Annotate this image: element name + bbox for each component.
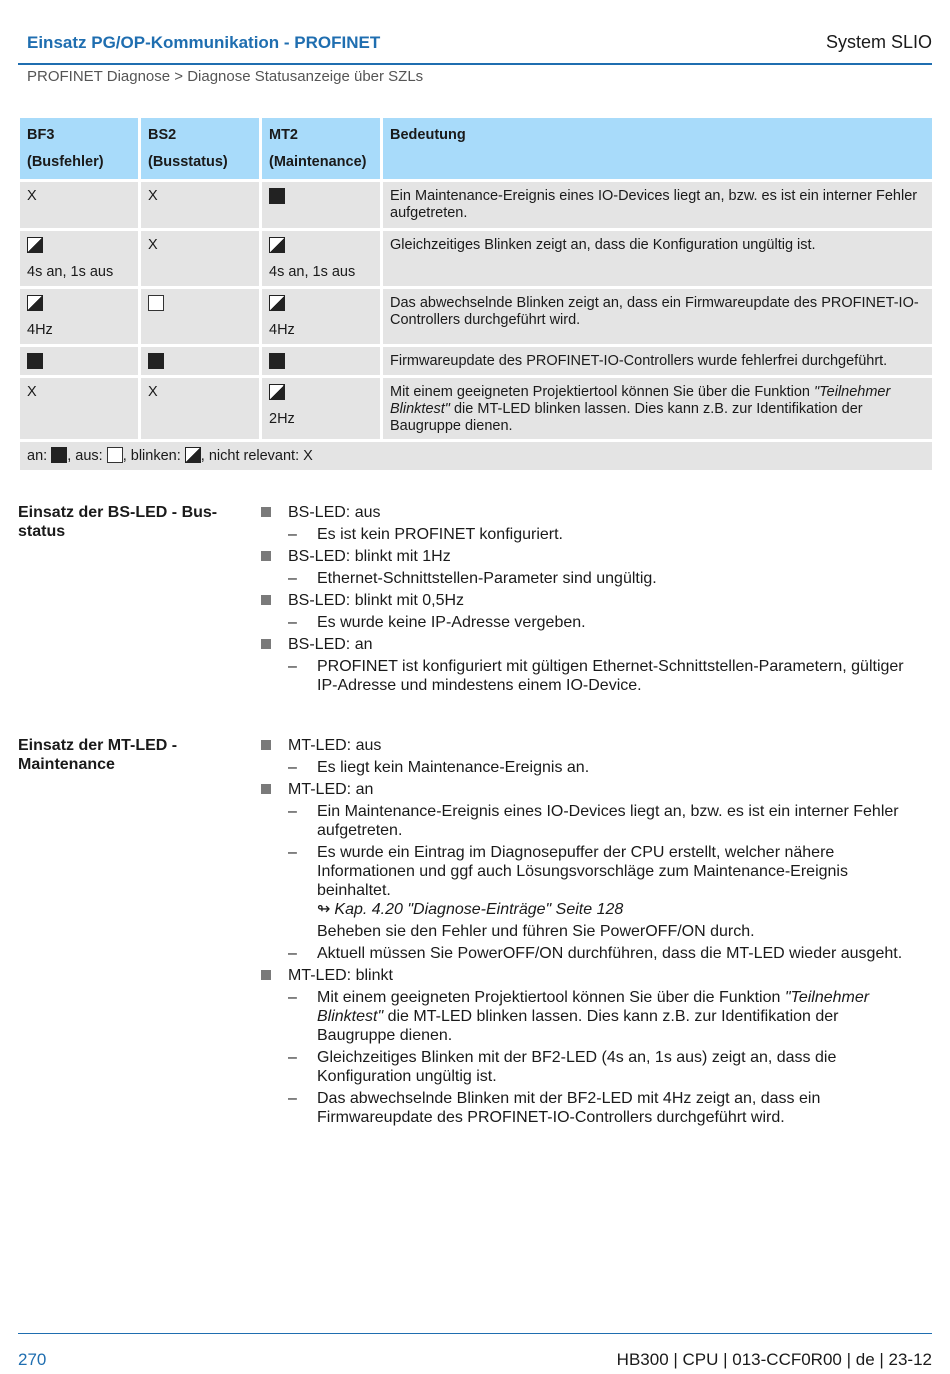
led-cell [141, 231, 259, 286]
led-state: X [148, 188, 158, 204]
led-blink-icon [185, 447, 201, 463]
blink-timing: 4s an, 1s aus [269, 264, 356, 280]
meaning-cell: Gleichzeitiges Blinken zeigt an, dass die Konfiguration ungültig ist. [383, 231, 932, 286]
led-cell [20, 182, 138, 228]
led-cell [262, 231, 380, 286]
led-cell [141, 289, 259, 344]
section-body [261, 503, 921, 698]
led-cell [20, 347, 138, 375]
led-off-icon [107, 447, 123, 463]
blink-timing: 4Hz [269, 322, 295, 338]
meaning-cell: Das abwechselnde Blinken zeigt an, dass ein Firmwareupdate des PROFINET-IO-Controllers durchgeführt wird. [383, 289, 932, 344]
table-row [20, 378, 932, 439]
reference-arrow-icon: ↬ [317, 901, 331, 918]
meaning-cell: Ein Maintenance-Ereignis eines IO-Devices liegt an, bzw. es ist ein interner Fehler aufgetreten. [383, 182, 932, 228]
section-heading: Einsatz der MT-LED - Maintenance [18, 737, 178, 773]
sub-list-item: – Ethernet-Schnittstellen-Parameter sind ungültig. [288, 570, 657, 587]
led-cell [262, 378, 380, 439]
list-item: BS-LED: aus [261, 503, 921, 522]
chapter-title: Einsatz PG/OP-Kommunikation - PROFINET [27, 33, 381, 52]
table-row [20, 231, 932, 286]
led-blink-icon [269, 237, 285, 253]
list-item: MT-LED: an [261, 780, 921, 799]
header-bf3: BF3 (Busfehler) [20, 118, 138, 179]
list-item: BS-LED: an [261, 635, 921, 654]
legend: an: , aus: , blinken: , nicht relevant: X [20, 442, 932, 470]
bullet-square-icon [261, 507, 271, 517]
list-item: MT-LED: blinkt [261, 966, 921, 985]
bullet-square-icon [261, 595, 271, 605]
led-blink-icon [269, 384, 285, 400]
bullet-square-icon [261, 551, 271, 561]
led-blink-icon [27, 237, 43, 253]
footer-divider [18, 1333, 932, 1334]
led-cell [262, 289, 380, 344]
led-state: X [27, 188, 37, 204]
led-cell [141, 378, 259, 439]
led-off-icon [148, 295, 164, 311]
bullet-square-icon [261, 740, 271, 750]
section-heading: Einsatz der BS-LED - Bus- status [18, 504, 218, 540]
sub-list-item: – Ein Maintenance-Ereignis eines IO-Devices liegt an, bzw. es ist ein interner Fehler aufgetreten. [288, 803, 899, 839]
led-blink-icon [27, 295, 43, 311]
table-header-row [20, 118, 932, 179]
led-cell [262, 182, 380, 228]
led-cell [20, 231, 138, 286]
list-item: BS-LED: blinkt mit 1Hz [261, 547, 921, 566]
led-state: X [148, 384, 158, 400]
table-row [20, 347, 932, 375]
led-cell [262, 347, 380, 375]
blink-timing: 4s an, 1s aus [27, 264, 114, 280]
led-state: X [148, 237, 158, 253]
led-on-icon [27, 353, 43, 369]
sub-list-item: – Mit einem geeigneten Projektiertool können Sie über die Funktion "Teilnehmer Blinktest" die MT-LED blinken lassen. Dies kann z.B. zur Identifikation der Baugruppe dienen. [288, 989, 870, 1044]
header-bs2: BS2 (Busstatus) [141, 118, 259, 179]
bullet-square-icon [261, 639, 271, 649]
led-on-icon [269, 188, 285, 204]
sub-list-item: – PROFINET ist konfiguriert mit gültigen Ethernet-Schnittstellen-Parametern, gültiger IP-Adresse und mindestens einem IO-Device. [288, 658, 904, 694]
header-divider [18, 63, 932, 65]
page-number: 270 [18, 1350, 47, 1369]
led-cell [20, 289, 138, 344]
led-status-table [17, 115, 935, 473]
led-on-icon [51, 447, 67, 463]
led-cell [141, 347, 259, 375]
sub-list-item: – Es wurde ein Eintrag im Diagnosepuffer der CPU erstellt, welcher nähere Informationen und ggf auch Lösungsvorschläge zum Maintenance-Ereignis beinhaltet. ↬ Kap. 4.20 "Diagnose-Einträge" Seite 128 [288, 844, 848, 918]
blink-timing: 2Hz [269, 411, 295, 427]
blink-timing: 4Hz [27, 322, 53, 338]
meaning-cell: Firmwareupdate des PROFINET-IO-Controllers wurde fehlerfrei durchgeführt. [383, 347, 932, 375]
list-item: MT-LED: aus [261, 736, 921, 755]
list-item: BS-LED: blinkt mit 0,5Hz [261, 591, 921, 610]
led-on-icon [269, 353, 285, 369]
header-meaning: Bedeutung [383, 118, 932, 179]
meaning-cell: Mit einem geeigneten Projektiertool können Sie über die Funktion "Teilnehmer Blinktest" die MT-LED blinken lassen. Dies kann z.B. zur Identifikation der Baugruppe dienen. [383, 378, 932, 439]
led-cell [20, 378, 138, 439]
led-state: X [27, 384, 37, 400]
document-id: HB300 | CPU | 013-CCF0R00 | de | 23-12 [616, 1350, 932, 1369]
table-row [20, 182, 932, 228]
section-body [261, 736, 921, 1130]
sub-list-continuation: Beheben sie den Fehler und führen Sie PowerOFF/ON durch. [317, 923, 755, 940]
sub-list-item: – Aktuell müssen Sie PowerOFF/ON durchführen, dass die MT-LED wieder ausgeht. [288, 945, 903, 962]
sub-list-item: – Das abwechselnde Blinken mit der BF2-LED mit 4Hz zeigt an, dass ein Firmwareupdate des PROFINET-IO-Controllers durchgeführt wird. [288, 1090, 821, 1126]
sub-list-item: – Es wurde keine IP-Adresse vergeben. [288, 614, 586, 631]
bullet-square-icon [261, 970, 271, 980]
breadcrumb: PROFINET Diagnose > Diagnose Statusanzeige über SZLs [27, 68, 424, 85]
header-mt2: MT2 (Maintenance) [262, 118, 380, 179]
led-cell [141, 182, 259, 228]
sub-list-item: – Es liegt kein Maintenance-Ereignis an. [288, 759, 590, 776]
sub-list-item: – Es ist kein PROFINET konfiguriert. [288, 526, 563, 543]
cross-reference-link[interactable]: ↬ Kap. 4.20 "Diagnose-Einträge" Seite 128 [317, 901, 624, 918]
table-row [20, 289, 932, 344]
led-on-icon [148, 353, 164, 369]
sub-list-item: – Gleichzeitiges Blinken mit der BF2-LED (4s an, 1s aus) zeigt an, dass die Konfiguration ungültig ist. [288, 1049, 837, 1085]
led-blink-icon [269, 295, 285, 311]
legend-row [20, 442, 932, 470]
product-name: System SLIO [825, 32, 932, 52]
bullet-square-icon [261, 784, 271, 794]
